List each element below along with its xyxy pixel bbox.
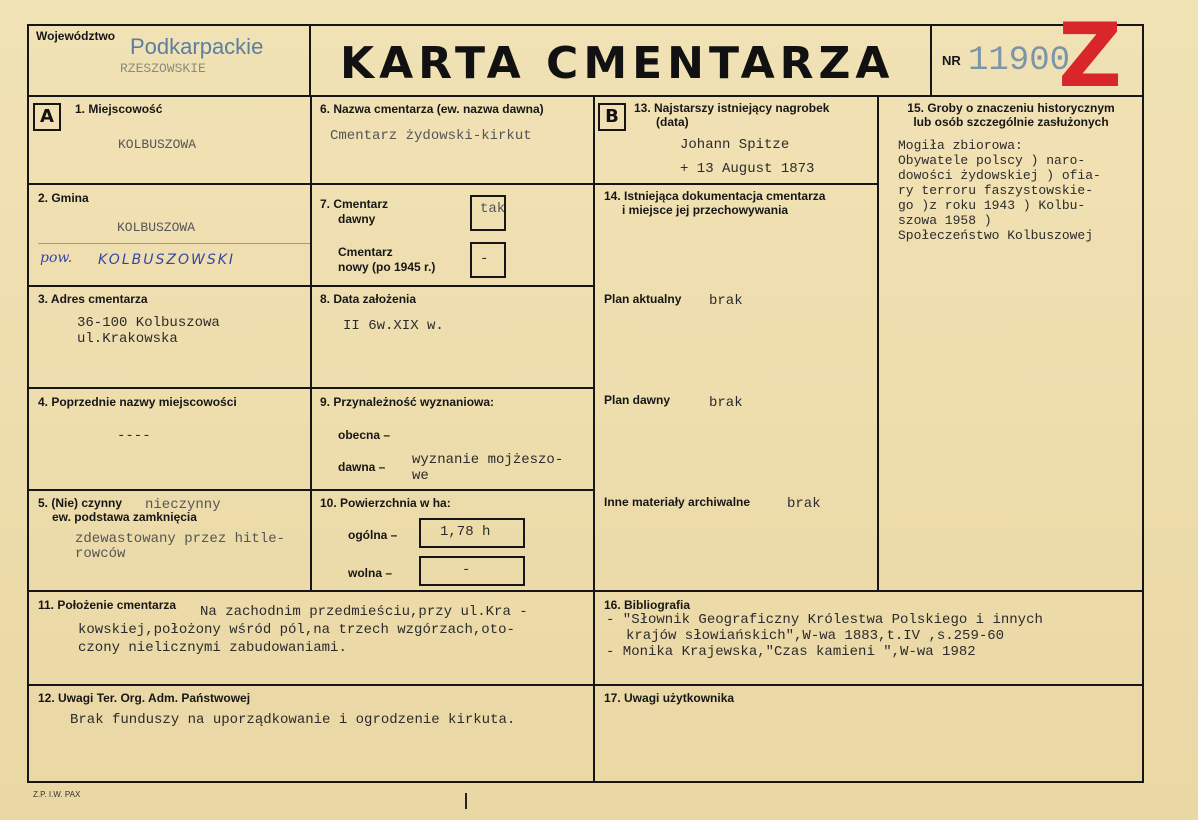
field-4-value: ---- (117, 428, 151, 444)
field-5-label-1: 5. (Nie) czynny (38, 496, 123, 510)
field-15-line-7: Społeczeństwo Kolbuszowej (898, 228, 1094, 243)
field-12-value: Brak funduszy na uporządkowanie i ogrodzenie kirkuta. (70, 712, 516, 728)
column-divider-mid (593, 96, 595, 782)
field-13-line1: Johann Spitze (680, 137, 790, 153)
field-7-new-label-2: nowy (po 1945 r.) (338, 260, 436, 274)
frame-bottom (27, 781, 1144, 783)
section-b-marker: B (598, 103, 626, 131)
field-4-label: 4. Poprzednie nazwy miejscowości (38, 395, 237, 409)
field-7-new-value: - (480, 251, 489, 267)
other-materials-label: Inne materiały archiwalne (604, 495, 751, 509)
field-17-label: 17. Uwagi użytkownika (604, 691, 735, 705)
wojewodztwo-label: Województwo (36, 29, 116, 43)
row-line-5 (27, 590, 1144, 592)
f13-bottom-line (594, 183, 878, 185)
field-2-handwritten-value: KOLBUSZOWSKI (98, 252, 236, 268)
card-title: KARTA CMENTARZA (340, 38, 895, 89)
gmina-underline (38, 243, 310, 244)
field-8-value: II 6w.XIX w. (343, 318, 444, 334)
field-11-line3: czony nielicznymi zabudowaniami. (78, 640, 347, 656)
field-6-label: 6. Nazwa cmentarza (ew. nazwa dawna) (320, 102, 544, 116)
field-16-line2: krajów słowiańskich",W-wa 1883,t.IV ,s.259-60 (626, 628, 1005, 644)
plan-current-label: Plan aktualny (604, 292, 682, 306)
field-14-label-2: i miejsce jej przechowywania (622, 203, 789, 217)
fold-mark (465, 793, 467, 809)
row-line-4 (27, 489, 594, 491)
field-15-line-3: dowości żydowskiej ) ofia- (898, 168, 1101, 183)
field-10-free-box (419, 556, 525, 586)
field-2-value: KOLBUSZOWA (117, 220, 196, 235)
field-15-line-1: Mogiła zbiorowa: (898, 138, 1023, 153)
field-11-line1: Na zachodnim przedmieściu,przy ul.Kra - (200, 604, 528, 620)
field-10-label: 10. Powierzchnia w ha: (320, 496, 451, 510)
wojewodztwo-value: Podkarpackie (130, 34, 264, 59)
field-9-former-label: dawna – (338, 460, 386, 474)
field-10-free-value: - (462, 562, 471, 578)
header-divider-2 (930, 24, 932, 96)
field-9-former-value-1: wyznanie mojżeszo- (412, 452, 564, 468)
plan-current-value: brak (709, 293, 743, 309)
field-7-new-label-1: Cmentarz (338, 245, 393, 259)
field-3-label: 3. Adres cmentarza (38, 292, 148, 306)
field-15-line-2: Obywatele polscy ) naro- (898, 153, 1086, 168)
section-a-marker: A (33, 103, 61, 131)
field-7-old-label-1: 7. Cmentarz (320, 197, 389, 211)
printer-mark: Z.P. I.W. PAX (33, 790, 81, 799)
field-16-line3: - Monika Krajewska,"Czas kamieni ",W-wa 1982 (606, 644, 976, 660)
field-15-line-5: go )z roku 1943 ) Kolbu- (898, 198, 1086, 213)
field-1-label: 1. Miejscowość (75, 102, 163, 116)
field-1-value: KOLBUSZOWA (118, 137, 197, 152)
field-15-line-4: ry terroru faszystowskie- (898, 183, 1094, 198)
field-3-line2: ul.Krakowska (77, 331, 178, 347)
header-bottom (27, 95, 1144, 97)
plan-old-value: brak (709, 395, 743, 411)
nr-label: NR (942, 53, 961, 68)
field-9-label: 9. Przynależność wyznaniowa: (320, 395, 495, 409)
field-7-old-value: tak (480, 201, 506, 217)
field-2-handwritten-prefix: pow. (40, 250, 73, 266)
field-15-label-1: 15. Groby o znaczeniu historycznym (907, 101, 1115, 115)
frame-top (27, 24, 1144, 26)
row-line-6 (27, 684, 1144, 686)
field-12-label: 12. Uwagi Ter. Org. Adm. Państwowej (38, 691, 251, 705)
field-2-label: 2. Gmina (38, 191, 89, 205)
row-line-1 (27, 183, 594, 185)
nr-value: 11900 (968, 42, 1071, 80)
field-9-current-label: obecna – (338, 428, 391, 442)
category-mark: Z (1058, 4, 1122, 107)
field-11-line2: kowskiej,położony wśród pól,na trzech wzgórzach,oto- (78, 622, 515, 638)
field-8-label: 8. Data założenia (320, 292, 417, 306)
field-13-label-1: 13. Najstarszy istniejący nagrobek (634, 101, 830, 115)
field-10-free-label: wolna – (348, 566, 393, 580)
field-5-status: nieczynny (145, 497, 221, 513)
field-5-line1: zdewastowany przez hitle- (75, 531, 286, 547)
wojewodztwo-old: RZESZOWSKIE (120, 61, 206, 76)
field-13-label-2: (data) (656, 115, 689, 129)
other-materials-value: brak (787, 496, 821, 512)
field-10-total-label: ogólna – (348, 528, 398, 542)
field-16-line1: - "Słownik Geograficzny Królestwa Polskiego i innych (606, 612, 1043, 628)
field-16-label: 16. Bibliografia (604, 598, 691, 612)
field-10-total-value: 1,78 h (440, 524, 491, 540)
field-14-label-1: 14. Istniejąca dokumentacja cmentarza (604, 189, 826, 203)
row-line-3 (27, 387, 594, 389)
column-divider-a (310, 96, 312, 591)
frame-left (27, 24, 29, 783)
field-15-label-2: lub osób szczególnie zasłużonych (913, 115, 1109, 129)
field-11-label: 11. Położenie cmentarza (38, 598, 177, 612)
field-15-line-6: szowa 1958 ) (898, 213, 992, 228)
field-13-line2: + 13 August 1873 (680, 161, 815, 177)
field-5-label-2: ew. podstawa zamknięcia (52, 510, 197, 524)
field-7-old-label-2: dawny (338, 212, 376, 226)
column-divider-b (877, 96, 879, 591)
frame-right (1142, 24, 1144, 783)
row-line-2 (27, 285, 594, 287)
field-9-former-value-2: we (412, 468, 429, 484)
field-5-line2: rowców (75, 546, 126, 562)
plan-old-label: Plan dawny (604, 393, 671, 407)
header-divider-1 (309, 24, 311, 96)
field-3-line1: 36-100 Kolbuszowa (77, 315, 220, 331)
field-6-value: Cmentarz żydowski-kirkut (330, 128, 532, 144)
